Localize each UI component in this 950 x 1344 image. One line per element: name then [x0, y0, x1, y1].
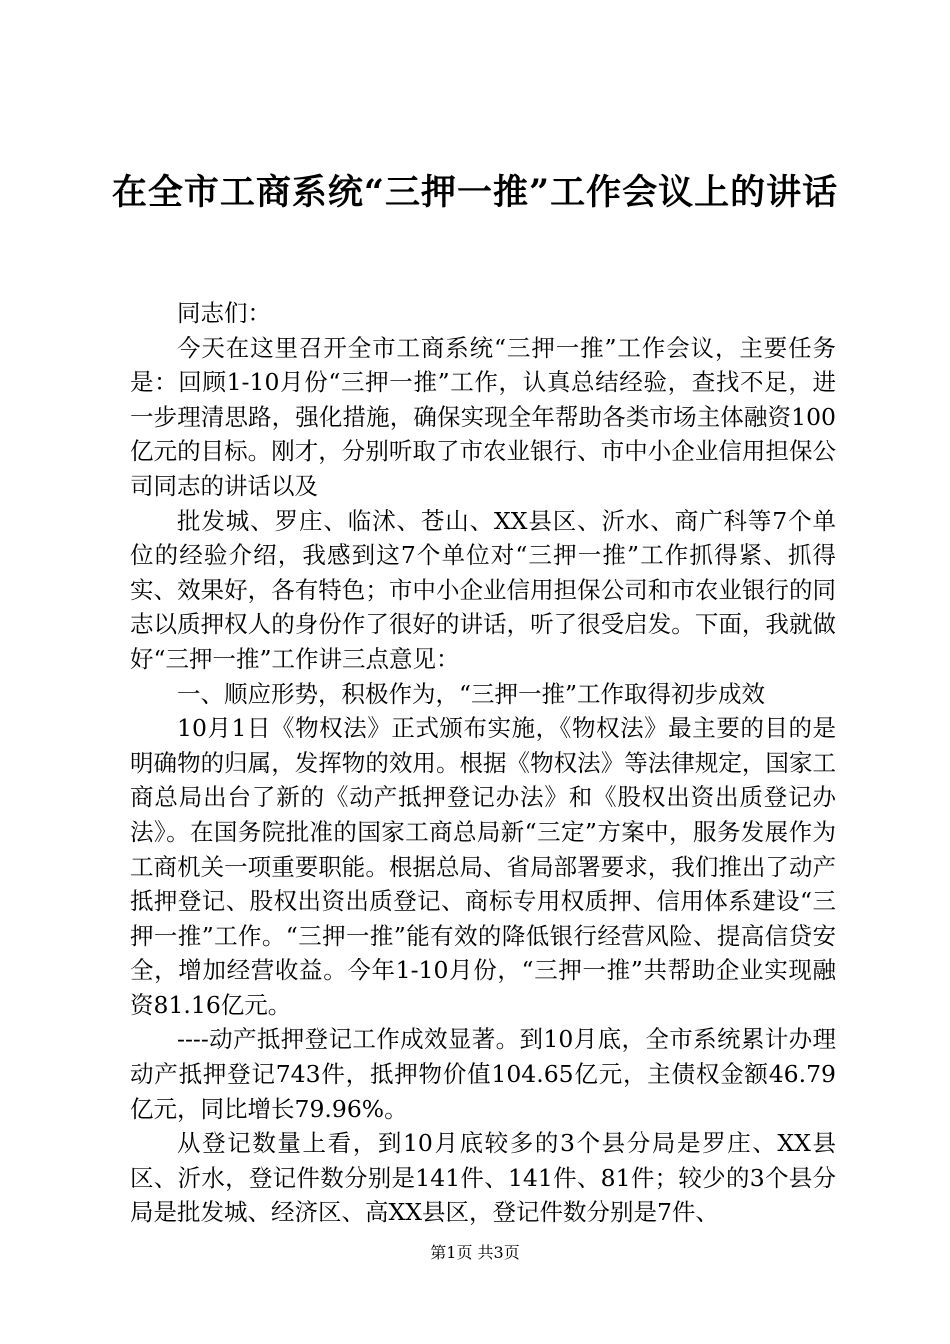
- paragraph: 从登记数量上看，到10月底较多的3个县分局是罗庄、XX县区、沂水，登记件数分别是141件、141件、81件；较少的3个县分局是批发城、经济区、高XX县区，登记件数分别是7件、: [130, 1129, 836, 1227]
- salutation: 同志们：: [177, 299, 271, 327]
- paragraph: ----动产抵押登记工作成效显著。到10月底，全市系统累计办理动产抵押登记743件，抵押物价值104.65亿元，主债权金额46.79亿元，同比增长79.96%。: [130, 1025, 836, 1123]
- document-body: [130, 296, 836, 1230]
- document-title: 在全市工商系统“三押一推”工作会议上的讲话: [111, 172, 839, 213]
- paragraph: 批发城、罗庄、临沭、苍山、XX县区、沂水、商广科等7个单位的经验介绍，我感到这7个单位对“三押一推”工作抓得紧、抓得实、效果好，各有特色；市中小企业信用担保公司和市农业银行的同志以质押权人的身份作了很好的讲话，听了很受启发。下面，我就做好“三押一推”工作讲三点意见：: [130, 506, 836, 673]
- paragraph: 10月1日《物权法》正式颁布实施，《物权法》最主要的目的是明确物的归属，发挥物的效用。根据《物权法》等法律规定，国家工商总局出台了新的《动产抵押登记办法》和《股权出资出质登记办法》。在国务院批准的国家工商总局新“三定”方案中，服务发展作为工商机关一项重要职能。根据总局、省局部署要求，我们推出了动产抵押登记、股权出资出质登记、商标专用权质押、信用体系建设“三押一推”工作。“三押一推”能有效的降低银行经营风险、提高信贷安全，增加经营收益。今年1-10月份，“三押一推”共帮助企业实现融资81.16亿元。: [130, 714, 836, 1019]
- paragraph: 今天在这里召开全市工商系统“三押一推”工作会议，主要任务是：回顾1-10月份“三押一推”工作，认真总结经验，查找不足，进一步理清思路，强化措施，确保实现全年帮助各类市场主体融资100亿元的目标。刚才，分别听取了市农业银行、市中小企业信用担保公司同志的讲话以及: [130, 333, 836, 500]
- section-heading: 一、顺应形势，积极作为，“三押一推”工作取得初步成效: [177, 679, 766, 708]
- page-footer: 第1页 共3页: [430, 1243, 520, 1262]
